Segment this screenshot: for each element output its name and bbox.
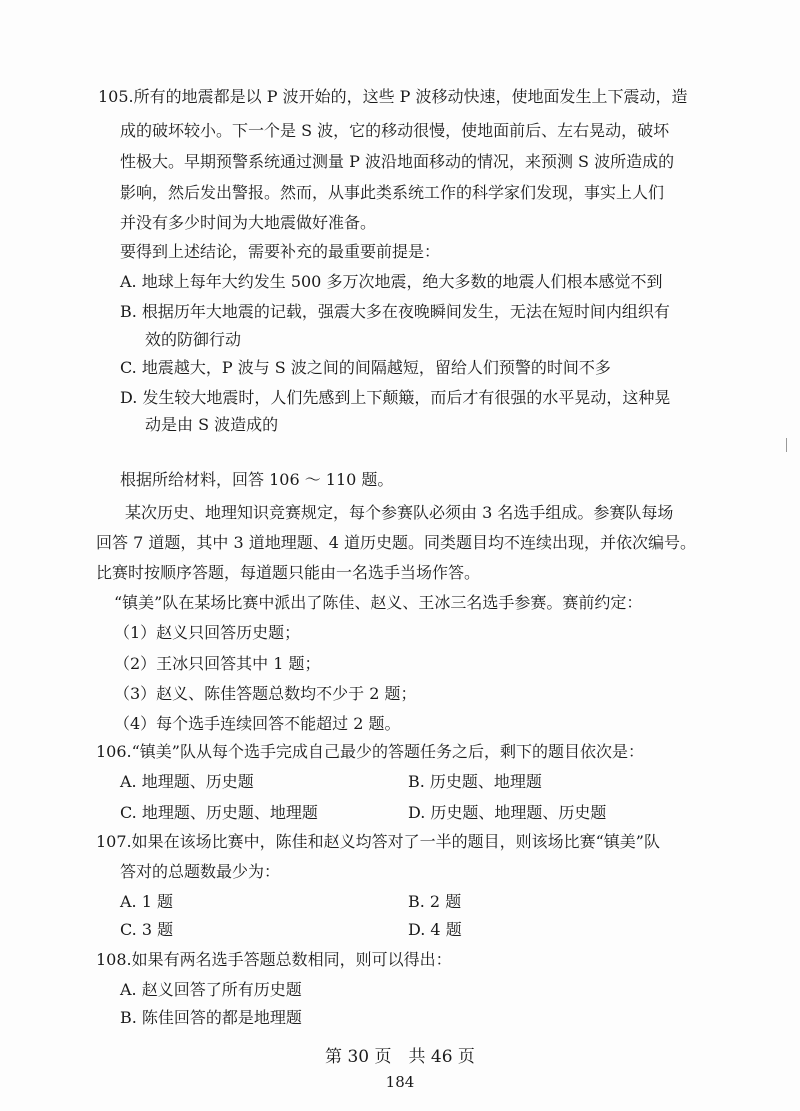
q105-option-d-cont: 动是由 S 波造成的 <box>145 415 279 434</box>
q106-option-c: C. 地理题、历史题、地理题 <box>120 803 318 822</box>
q105-line-3: 性极大。早期预警系统通过测量 P 波沿地面移动的情况，来预测 S 波所造成的 <box>120 152 675 171</box>
q107-option-c: C. 3 题 <box>120 920 174 939</box>
q107-option-d: D. 4 题 <box>408 920 462 939</box>
q108-stem: 108.如果有两名选手答题总数相同，则可以得出： <box>96 950 452 969</box>
page-number: 184 <box>385 1073 415 1091</box>
material-intro: 根据所给材料，回答 106 ～ 110 题。 <box>120 470 394 489</box>
material-para-3: 比赛时按顺序答题，每道题只能由一名选手当场作答。 <box>96 563 481 582</box>
q105-line-4: 影响，然后发出警报。然而，从事此类系统工作的科学家们发现，事实上人们 <box>120 183 665 202</box>
page-label: 第 30 页 共 46 页 <box>325 1047 475 1067</box>
q107-stem-1: 107.如果在该场比赛中，陈佳和赵义均答对了一半的题目，则该场比赛“镇美”队 <box>96 832 660 851</box>
q105-line-1: 105.所有的地震都是以 P 波开始的，这些 P 波移动快速，使地面发生上下震动，造 <box>98 87 688 106</box>
rule-2: （2）王冰只回答其中 1 题； <box>114 654 321 673</box>
q105-option-a: A. 地球上每年大约发生 500 多万次地震，绝大多数的地震人们根本感觉不到 <box>120 272 663 291</box>
q106-option-d: D. 历史题、地理题、历史题 <box>408 803 607 822</box>
material-para-4: “镇美”队在某场比赛中派出了陈佳、赵义、王冰三名选手参赛。赛前约定： <box>114 593 643 612</box>
q107-option-a: A. 1 题 <box>120 892 173 911</box>
q106-option-b: B. 历史题、地理题 <box>408 772 542 791</box>
q105-option-d: D. 发生较大地震时，人们先感到上下颠簸，而后才有很强的水平晃动，这种晃 <box>120 388 671 407</box>
rule-4: （4）每个选手连续回答不能超过 2 题。 <box>114 714 401 733</box>
q105-option-b-cont: 效的防御行动 <box>145 330 242 349</box>
q108-option-a: A. 赵义回答了所有历史题 <box>120 980 302 999</box>
q106-option-a: A. 地理题、历史题 <box>120 772 254 791</box>
q105-prompt: 要得到上述结论，需要补充的最重要前提是： <box>120 242 441 261</box>
q106-stem: 106.“镇美”队从每个选手完成自己最少的答题任务之后，剩下的题目依次是： <box>96 742 644 761</box>
material-para-1: 某次历史、地理知识竞赛规定，每个参赛队必须由 3 名选手组成。参赛队每场 <box>125 503 674 522</box>
q105-option-c: C. 地震越大，P 波与 S 波之间的间隔越短，留给人们预警的时间不多 <box>120 358 611 377</box>
q105-option-b: B. 根据历年大地震的记载，强震大多在夜晚瞬间发生，无法在短时间内组织有 <box>120 302 670 321</box>
q105-line-5: 并没有多少时间为大地震做好准备。 <box>120 213 377 232</box>
rule-1: （1）赵义只回答历史题； <box>114 623 301 642</box>
margin-mark <box>786 438 787 452</box>
rule-3: （3）赵义、陈佳答题总数均不少于 2 题； <box>114 684 417 703</box>
q108-option-b: B. 陈佳回答的都是地理题 <box>120 1008 302 1027</box>
q105-line-2: 成的破坏较小。下一个是 S 波，它的移动很慢，使地面前后、左右晃动，破坏 <box>120 121 670 140</box>
material-para-2: 回答 7 道题，其中 3 道地理题、4 道历史题。同类题目均不连续出现，并依次编号。 <box>96 533 696 552</box>
q107-stem-2: 答对的总题数最少为： <box>120 862 281 881</box>
q107-option-b: B. 2 题 <box>408 892 462 911</box>
